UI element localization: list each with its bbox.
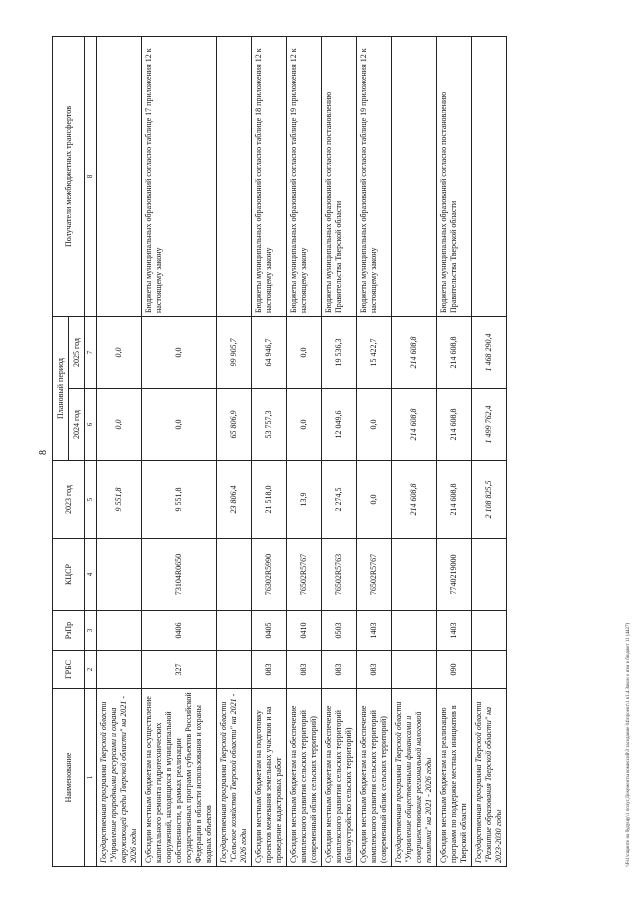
cell-2023: 9 551,8 [141, 461, 216, 539]
cell-name: Государственная программа Тверской области "Управление общественными финансами и совершенствование региональной налоговой политики" на 2021 - 2026 годы [391, 689, 436, 867]
cell-rzpr: 0406 [141, 611, 216, 651]
column-number: 8 [85, 37, 97, 317]
cell-2024: 0,0 [356, 389, 391, 461]
cell-grbs: 083 [321, 651, 356, 689]
cell-2024: 0,0 [286, 389, 321, 461]
cell-2025: 0,0 [141, 317, 216, 389]
subsidy-row [286, 37, 321, 867]
cell-kcsr: 73104R0650 [141, 539, 216, 611]
cell-2025: 214 608,8 [391, 317, 436, 389]
cell-recipient: Бюджеты муниципальных образований согласно таблице 19 приложения 12 к настоящему закону [286, 37, 321, 317]
cell-grbs: 090 [436, 651, 471, 689]
cell-kcsr: 76502R5767 [286, 539, 321, 611]
cell-kcsr: 7740219000 [436, 539, 471, 611]
cell-2024: 0,0 [141, 389, 216, 461]
cell-2025: 0,0 [96, 317, 141, 389]
cell-recipient: Бюджеты муниципальных образований согласно таблице 17 приложения 12 к настоящему закону [141, 37, 216, 317]
cell-2023: 9 551,8 [96, 461, 141, 539]
cell-rzpr: 0410 [286, 611, 321, 651]
cell-2024: 0,0 [96, 389, 141, 461]
header-rzpr: РзПр [53, 611, 85, 651]
cell-kcsr: 76502R5763 [321, 539, 356, 611]
cell-name: Субсидии местным бюджетам на обеспечение комплексного развития сельских территорий (современный облик сельских территорий) [356, 689, 391, 867]
subsidy-row [321, 37, 356, 867]
cell-name: Субсидии местным бюджетам на осуществление капитального ремонта гидротехнических сооружений, находящихся в муниципальной собственности, в рамках реализации государственных программ субъектов Российской Федерации в области использования и охраны водных объектов [141, 689, 216, 867]
cell-grbs: 083 [251, 651, 286, 689]
header-2024: 2024 год [69, 389, 85, 461]
cell-recipient: Бюджеты муниципальных образований согласно постановлению Правительства Тверской области [321, 37, 356, 317]
page-number: 8 [38, 450, 49, 455]
cell-kcsr: 76502R5767 [356, 539, 391, 611]
header-kcsr: КЦСР [53, 539, 85, 611]
cell-grbs [96, 651, 141, 689]
cell-name: Государственная программа Тверской области "Сельское хозяйство Тверской области" на 2021 - 2026 годы [216, 689, 251, 867]
cell-rzpr [391, 611, 436, 651]
cell-2023: 13,9 [286, 461, 321, 539]
cell-2024: 53 757,3 [251, 389, 286, 461]
cell-2025: 99 905,7 [216, 317, 251, 389]
subsidy-row [436, 37, 471, 867]
cell-recipient [471, 37, 506, 317]
header-recipients: Получатели межбюджетных трансфертов [53, 37, 85, 317]
cell-grbs: 327 [141, 651, 216, 689]
cell-kcsr [96, 539, 141, 611]
cell-recipient: Бюджеты муниципальных образований согласно постановлению Правительства Тверской области [436, 37, 471, 317]
cell-rzpr [471, 611, 506, 651]
column-number: 3 [85, 611, 97, 651]
program-row [96, 37, 141, 867]
cell-kcsr [391, 539, 436, 611]
cell-2024: 1 499 762,4 [471, 389, 506, 461]
cell-grbs: 083 [356, 651, 391, 689]
cell-2025: 15 422,7 [356, 317, 391, 389]
header-2023: 2023 год [53, 461, 85, 539]
header-grbs: ГРБС [53, 651, 85, 689]
program-row [471, 37, 506, 867]
cell-2023: 214 608,8 [436, 461, 471, 539]
cell-rzpr: 0405 [251, 611, 286, 651]
cell-2025: 0,0 [286, 317, 321, 389]
header-name: Наименование [53, 689, 85, 867]
column-number: 6 [85, 389, 97, 461]
cell-recipient: Бюджеты муниципальных образований согласно таблице 19 приложения 12 к настоящему закону [356, 37, 391, 317]
subsidy-row [356, 37, 391, 867]
cell-2024: 65 806,9 [216, 389, 251, 461]
cell-2024: 12 049,6 [321, 389, 356, 461]
cell-2023: 2 108 825,5 [471, 461, 506, 539]
cell-name: Государственная программа Тверской области "Управление природными ресурсами и охрана окружающей среды Тверской области" на 2021 - 2026 годы [96, 689, 141, 867]
cell-grbs: 083 [286, 651, 321, 689]
cell-name: Субсидии местным бюджетам на реализацию программ по поддержке местных инициатив в Тверской области [436, 689, 471, 867]
cell-2024: 214 608,8 [391, 389, 436, 461]
cell-recipient: Бюджеты муниципальных образований согласно таблице 18 приложения 12 к настоящему закону [251, 37, 286, 317]
cell-2025: 64 946,7 [251, 317, 286, 389]
program-row [216, 37, 251, 867]
subsidy-row [251, 37, 286, 867]
file-path-footer: \\Fs1\сщинте на будущу\1 полуг.Документы комиссий\3 заседание 04\проект\1 в1.4 Закон о изм в бюджет 11 (4427) [626, 622, 631, 867]
column-number: 2 [85, 651, 97, 689]
cell-rzpr [216, 611, 251, 651]
cell-name: Государственная программа Тверской области "Развитие образования Тверской области" на 2023-2030 годы [471, 689, 506, 867]
cell-2025: 1 468 290,4 [471, 317, 506, 389]
cell-2023: 0,0 [356, 461, 391, 539]
cell-2025: 214 608,8 [436, 317, 471, 389]
cell-2025: 19 536,3 [321, 317, 356, 389]
cell-kcsr: 76302R5990 [251, 539, 286, 611]
cell-2023: 23 806,4 [216, 461, 251, 539]
subsidy-table [52, 36, 507, 867]
cell-name: Субсидии местным бюджетам на обеспечение комплексного развития сельских территорий (современный облик сельских территорий) [286, 689, 321, 867]
header-2025: 2025 год [69, 317, 85, 389]
subsidy-row [141, 37, 216, 867]
cell-grbs [216, 651, 251, 689]
header-plan-period: Плановый период [53, 317, 69, 461]
cell-rzpr [96, 611, 141, 651]
column-number: 5 [85, 461, 97, 539]
column-number: 4 [85, 539, 97, 611]
cell-rzpr: 1403 [436, 611, 471, 651]
program-row [391, 37, 436, 867]
cell-name: Субсидии местным бюджетам на обеспечение комплексного развития сельских территорий (благоустройство сельских территорий) [321, 689, 356, 867]
cell-recipient [391, 37, 436, 317]
cell-2023: 2 274,5 [321, 461, 356, 539]
cell-kcsr [471, 539, 506, 611]
cell-recipient [216, 37, 251, 317]
cell-2024: 214 608,8 [436, 389, 471, 461]
cell-2023: 21 518,0 [251, 461, 286, 539]
cell-rzpr: 1403 [356, 611, 391, 651]
column-number: 1 [85, 689, 97, 867]
cell-name: Субсидии местным бюджетам на подготовку проектов межевания земельных участков и на проведение кадастровых работ [251, 689, 286, 867]
column-number: 7 [85, 317, 97, 389]
cell-grbs [471, 651, 506, 689]
cell-rzpr: 0503 [321, 611, 356, 651]
cell-kcsr [216, 539, 251, 611]
cell-grbs [391, 651, 436, 689]
cell-2023: 214 608,8 [391, 461, 436, 539]
cell-recipient [96, 37, 141, 317]
